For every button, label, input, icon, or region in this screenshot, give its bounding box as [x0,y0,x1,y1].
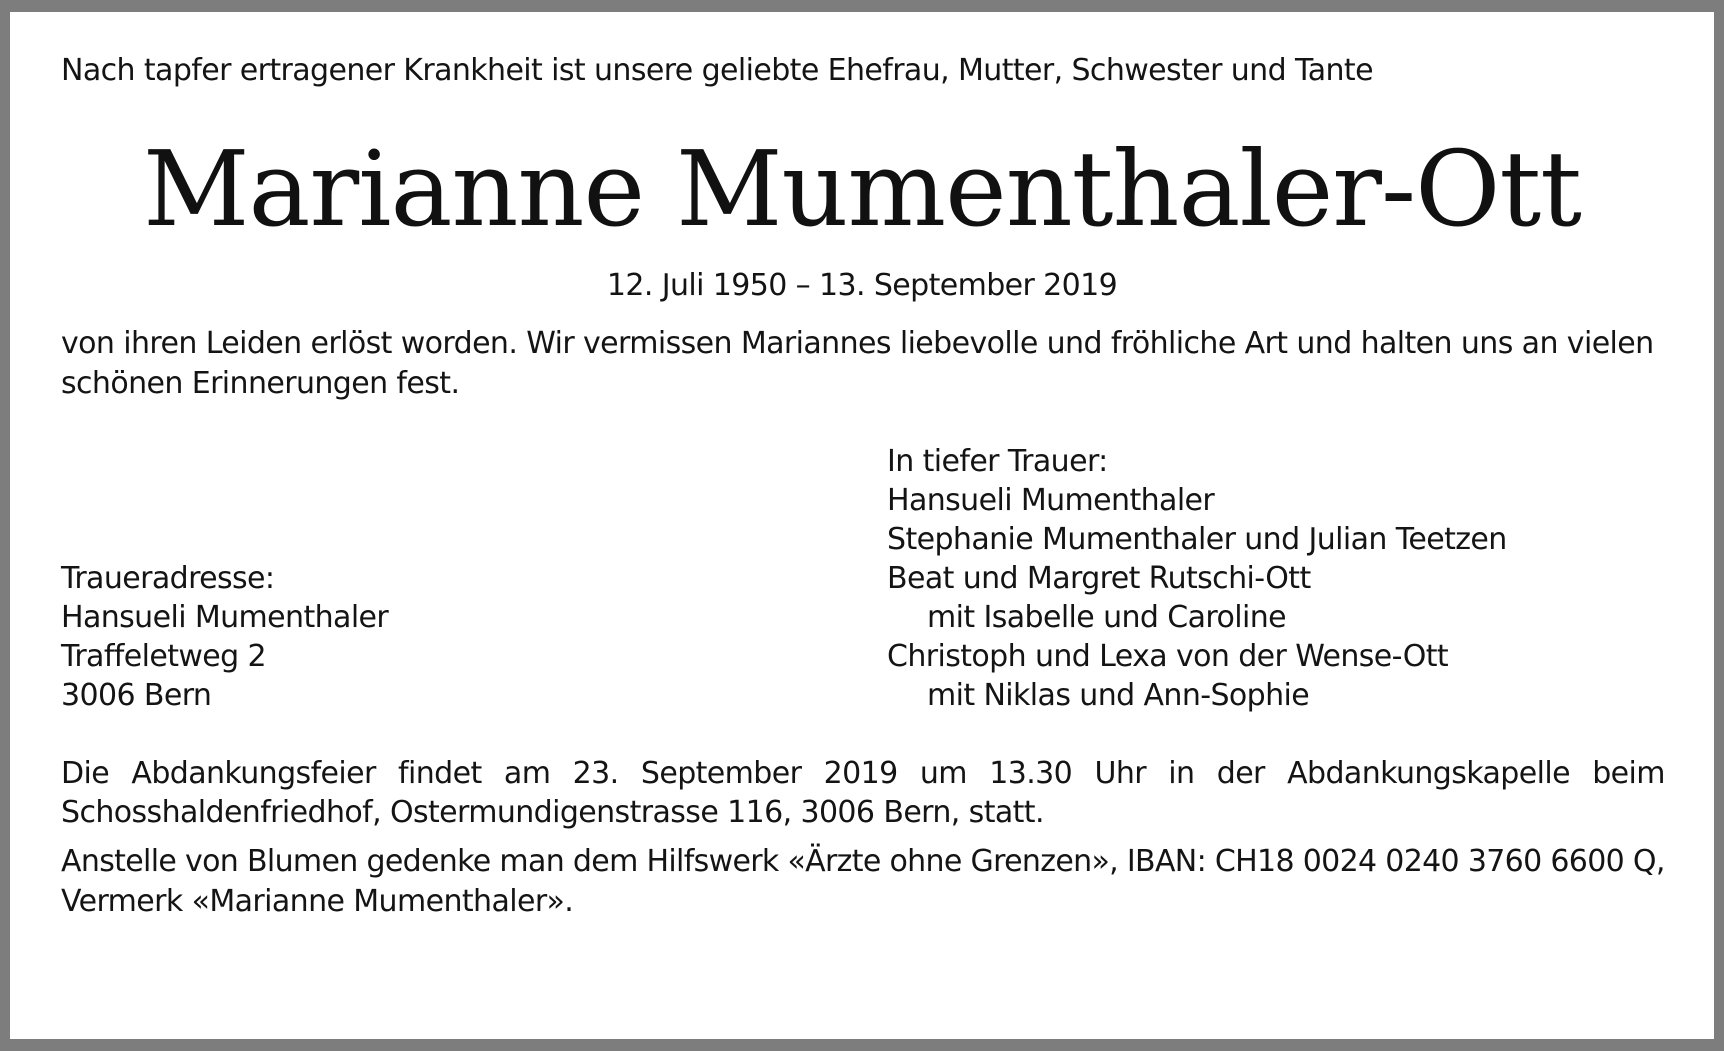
mourner-line: mit Niklas und Ann-Sophie [927,678,1310,713]
ceremony-text-line-1: Die Abdankungsfeier findet am 23. September 2019 um 13.30 Uhr in der Abdankungskapelle beim [61,756,1665,791]
mourner-line: Beat und Margret Rutschi-Ott [887,561,1311,596]
life-dates: 12. Juli 1950 – 13. September 2019 [606,268,1118,303]
mourner-line: Hansueli Mumenthaler [887,483,1215,518]
donation-text-line-2: Vermerk «Marianne Mumenthaler». [61,884,574,919]
intro-text: Nach tapfer ertragener Krankheit ist unsere geliebte Ehefrau, Mutter, Schwester und Tante [61,53,1373,88]
donation-text-line-1: Anstelle von Blumen gedenke man dem Hilfswerk «Ärzte ohne Grenzen», IBAN: CH18 0024 0240 3760 6600 Q, [61,844,1665,879]
mourner-line: mit Isabelle und Caroline [927,600,1286,635]
address-name: Hansueli Mumenthaler [61,600,389,635]
mourners-heading: In tiefer Trauer: [887,444,1108,479]
ceremony-text-line-2: Schosshaldenfriedhof, Ostermundigenstrasse 116, 3006 Bern, statt. [61,795,1044,830]
deceased-name: Marianne Mumenthaler-Ott [143,128,1581,250]
body-text-line-1: von ihren Leiden erlöst worden. Wir vermissen Mariannes liebevolle und fröhliche Art und halten uns an vielen [61,326,1654,361]
mourner-line: Christoph und Lexa von der Wense-Ott [887,639,1449,674]
body-text-line-2: schönen Erinnerungen fest. [61,366,460,401]
address-city: 3006 Bern [61,678,212,713]
mourner-line: Stephanie Mumenthaler und Julian Teetzen [887,522,1507,557]
address-label: Traueradresse: [61,561,275,596]
address-street: Traffeletweg 2 [61,639,267,674]
obituary-notice [10,12,1714,1039]
